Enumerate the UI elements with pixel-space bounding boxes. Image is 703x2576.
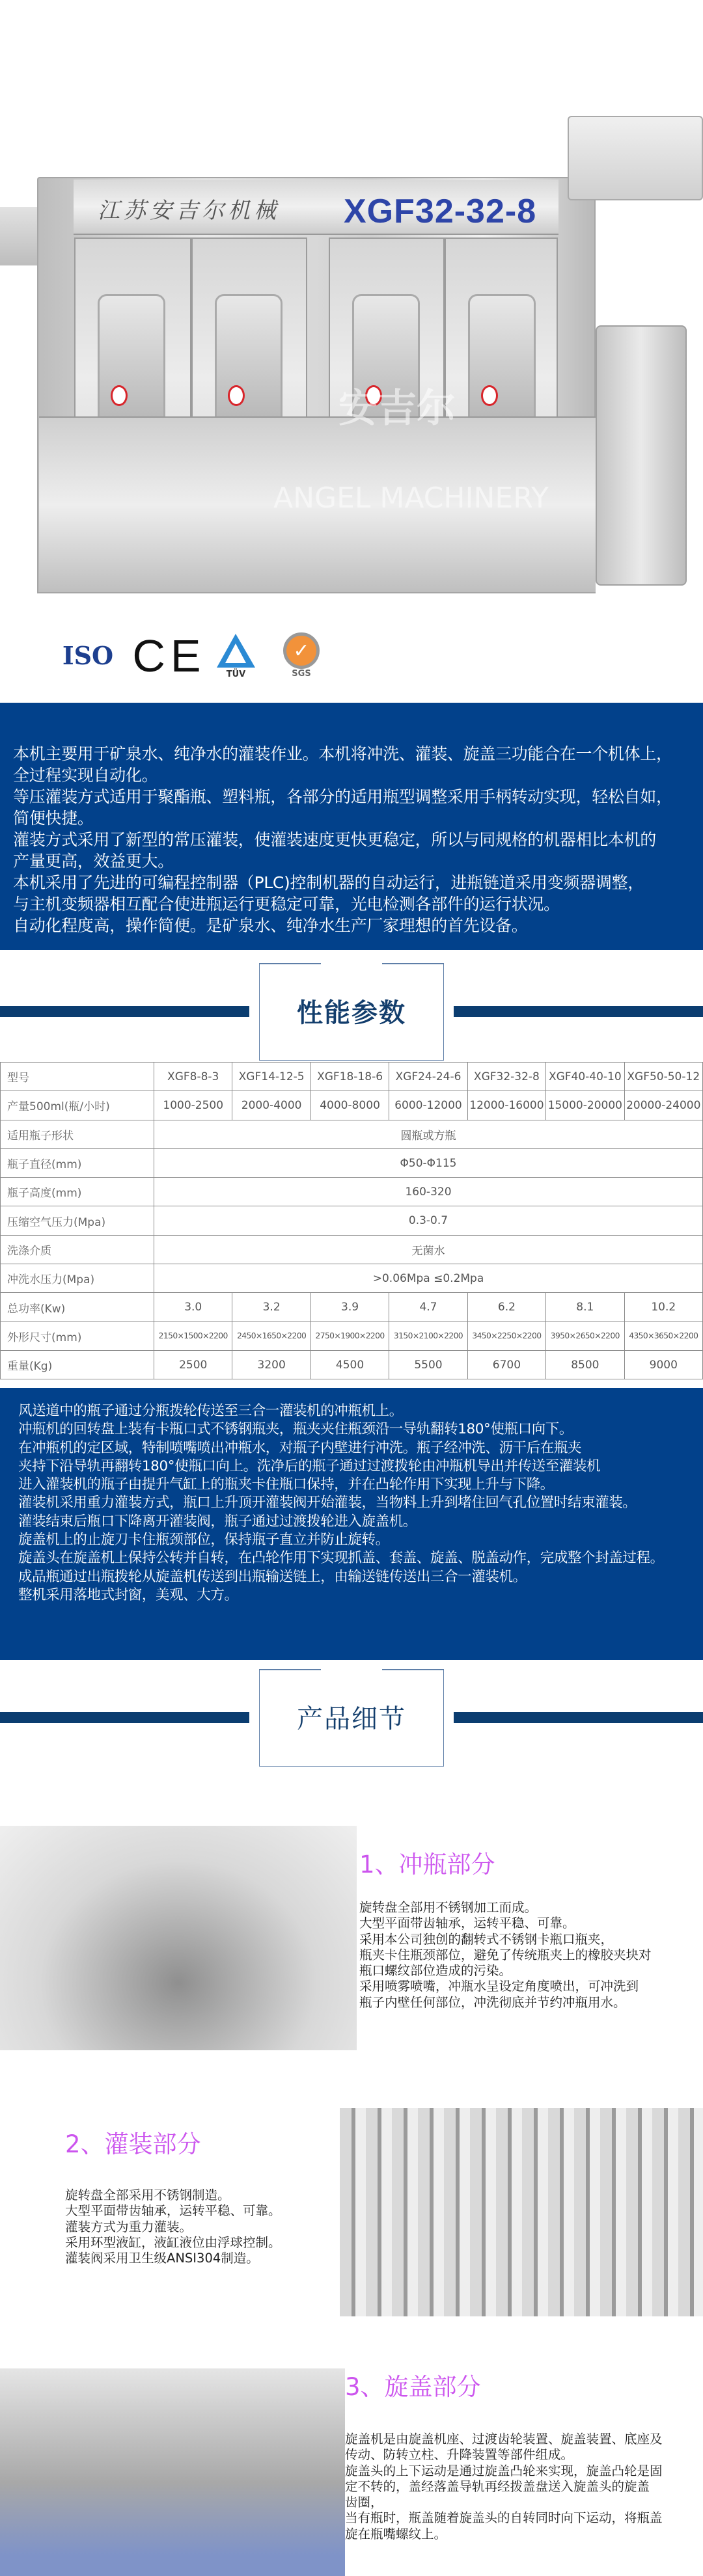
part-1-title: 1、冲瓶部分 xyxy=(359,1851,495,1878)
detail-title: 产品细节 xyxy=(297,1704,406,1734)
process-section xyxy=(0,1388,703,1660)
intro-line: 自动化程度高，操作简便。是矿泉水、纯净水生产厂家理想的首先设备。 xyxy=(13,916,528,935)
machine-photo xyxy=(0,0,703,599)
part-3-body: 旋盖机是由旋盖机座、过渡齿轮装置、旋盖装置、底座及 传动、防转立柱、升降装置等部件组成。 旋盖头的上下运动是通过旋盖凸轮来实现，旋盖凸轮是固 定不转的，盖经落盖导轨再经拨盖盘送入旋盖头的旋盖 齿圈， 当有瓶时，瓶盖随着旋盖头的自转同时向下运动，将瓶盖 旋在瓶嘴螺纹上。 xyxy=(345,2432,663,2542)
no-bottle-sign-icon xyxy=(481,385,498,406)
no-bottle-sign-icon xyxy=(111,385,128,406)
table-row-model: 型号 XGF8-8-3 XGF14-12-5 XGF18-18-6 XGF24-24-6 XGF32-32-8 XGF40-40-10 XGF50-50-12 xyxy=(1,1063,703,1091)
intro-line: 等压灌装方式适用于聚酯瓶、塑料瓶，各部分的适用瓶型调整采用手柄转动实现，轻松自如， xyxy=(13,787,672,806)
process-line: 旋盖头在旋盖机上保持公转并自转，在凸轮作用下实现抓盖、套盖、旋盖、脱盖动作，完成整个封盖过程。 xyxy=(18,1550,664,1567)
intro-line: 全过程实现自动化。 xyxy=(13,766,158,785)
intro-line: 简便快捷。 xyxy=(13,809,94,828)
table-row-capacity: 产量500ml(瓶/小时) 1000-2500 2000-4000 4000-8000 6000-12000 12000-16000 15000-20000 20000-24000 xyxy=(1,1091,703,1120)
sgs-check-icon: ✓ xyxy=(283,632,320,669)
left-conveyor xyxy=(0,207,39,265)
watermark-en: ANGEL MACHINERY xyxy=(273,481,549,515)
spec-section-header xyxy=(0,963,703,1061)
table-row-bottle-height: 瓶子高度(mm) 160-320 xyxy=(1,1178,703,1206)
process-line: 进入灌装机的瓶子由提升气缸上的瓶夹卡住瓶口保持，并在凸轮作用下实现上升与下降。 xyxy=(18,1476,554,1493)
control-cabinet xyxy=(596,325,687,586)
tuv-triangle-icon xyxy=(215,632,257,670)
table-row-bottle-diameter: 瓶子直径(mm) Φ50-Φ115 xyxy=(1,1148,703,1177)
ce-logo: CE xyxy=(132,630,206,681)
process-line: 整机采用落地式封窗，美观、大方。 xyxy=(18,1586,238,1603)
intro-section xyxy=(0,703,703,950)
no-bottle-sign-icon xyxy=(228,385,245,406)
table-row-wash-medium: 洗涤介质 无菌水 xyxy=(1,1235,703,1264)
iso-logo: ISO xyxy=(62,641,114,670)
watermark-cn: 安吉尔 xyxy=(338,386,456,431)
process-line: 夹持下沿导轨再翻转180°使瓶口向上。洗净后的瓶子通过过渡拨轮由冲瓶机导出并传送至灌装机 xyxy=(18,1457,601,1474)
process-line: 风送道中的瓶子通过分瓶拨轮传送至三合一灌装机的冲瓶机上。 xyxy=(18,1403,403,1419)
filler-photo xyxy=(340,2108,703,2316)
table-row-power: 总功率(Kw) 3.0 3.2 3.9 4.7 6.2 8.1 10.2 xyxy=(1,1293,703,1322)
table-row-rinse-pressure: 冲洗水压力(Mpa) >0.06Mpa ≤0.2Mpa xyxy=(1,1264,703,1293)
process-line: 成品瓶通过出瓶拨轮从旋盖机传送到出瓶输送链上，由输送链传送出三合一灌装机。 xyxy=(18,1568,527,1585)
process-line: 旋盖机上的止旋刀卡住瓶颈部位，保持瓶子直立并防止旋转。 xyxy=(18,1532,389,1549)
intro-line: 本机主要用于矿泉水、纯净水的灌装作业。本机将冲洗、灌装、旋盖三功能合在一个机体上， xyxy=(13,744,672,763)
rinser-photo xyxy=(0,1826,357,2050)
intro-line: 产量更高，效益更大。 xyxy=(13,852,174,871)
brand-plate: 江苏安吉尔机械 xyxy=(98,198,280,224)
process-line: 冲瓶机的回转盘上装有卡瓶口式不锈钢瓶夹，瓶夹夹住瓶颈沿一导轨翻转180°使瓶口向下。 xyxy=(18,1421,573,1438)
process-line: 在冲瓶机的定区域，特制喷嘴喷出冲瓶水，对瓶子内壁进行冲洗。瓶子经冲洗、沥干后在瓶夹 xyxy=(18,1439,582,1456)
process-line: 灌装机采用重力灌装方式，瓶口上升顶开灌装阀开始灌装，当物料上升到堵住回气孔位置时结束灌装。 xyxy=(18,1495,637,1512)
model-plate: XGF32-32-8 xyxy=(344,193,537,230)
cap-feeder xyxy=(568,116,703,200)
spec-title: 性能参数 xyxy=(297,998,406,1028)
part-2-body: 旋转盘全部采用不锈钢制造。 大型平面带齿轴承，运转平稳、可靠。 灌装方式为重力灌装。 采用环型液缸，液缸液位由浮球控制。 灌装阀采用卫生级ANSI304制造。 xyxy=(65,2188,281,2266)
table-row-dimensions: 外形尺寸(mm) 2150×1500×2200 2450×1650×2200 2750×1900×2200 3150×2100×2200 3450×2250×2200 3950×2650×2200 4350×3650×2200 xyxy=(1,1322,703,1350)
part-2-title: 2、灌装部分 xyxy=(65,2130,201,2158)
spec-table xyxy=(0,1062,703,1379)
process-line: 灌装结束后瓶口下降离开灌装阀，瓶子通过过渡拨轮进入旋盖机。 xyxy=(18,1513,417,1530)
part-3-title: 3、旋盖部分 xyxy=(345,2373,481,2401)
capper-photo xyxy=(0,2368,345,2576)
intro-line: 与主机变频器相互配合使进瓶运行更稳定可靠，光电检测各部件的运行状况。 xyxy=(13,895,560,914)
part-1-body: 旋转盘全部用不锈钢加工而成。 大型平面带齿轴承，运转平稳、可靠。 采用本公司独创的翻转式不锈钢卡瓶口瓶夹， 瓶夹卡住瓶颈部位，避免了传统瓶夹上的橡胶夹块对 瓶口螺纹部位造成的污染。 采用喷雾喷嘴，冲瓶水呈设定角度喷出，可冲洗到 瓶子内壁任何部位，冲洗彻底并节约冲瓶用水。 xyxy=(359,1900,652,2010)
table-row-weight: 重量(Kg) 2500 3200 4500 5500 6700 8500 9000 xyxy=(1,1350,703,1379)
tuv-logo: TÜV xyxy=(212,628,260,683)
sgs-logo: ✓ SGS xyxy=(272,628,331,683)
intro-line: 灌装方式采用了新型的常压灌装，使灌装速度更快更稳定，所以与同规格的机器相比本机的 xyxy=(13,830,657,849)
table-row-bottle-shape: 适用瓶子形状 圆瓶或方瓶 xyxy=(1,1120,703,1148)
table-row-air-pressure: 压缩空气压力(Mpa) 0.3-0.7 xyxy=(1,1206,703,1235)
intro-line: 本机采用了先进的可编程控制器（PLC)控制机器的自动运行，进瓶链道采用变频器调整， xyxy=(13,873,644,892)
detail-section-header xyxy=(0,1669,703,1767)
